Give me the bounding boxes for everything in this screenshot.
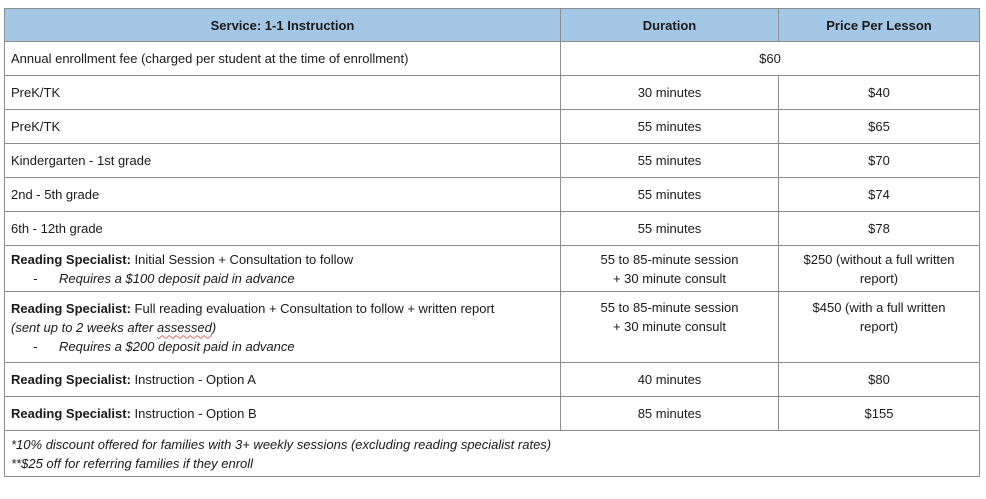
specialist-label: Reading Specialist: xyxy=(11,372,131,387)
specialist-text: Initial Session + Consultation to follow xyxy=(130,251,354,267)
deposit-note: Requires a $100 deposit paid in advance xyxy=(59,270,295,286)
specialist-label: Reading Specialist: xyxy=(11,406,131,421)
specialist-label: Reading Specialist: xyxy=(11,251,131,267)
row-duration: 55 minutes xyxy=(561,178,779,212)
report-timing-underlined: assessed xyxy=(156,319,212,335)
table-row xyxy=(5,76,980,110)
row-service xyxy=(5,246,561,292)
footnote-row xyxy=(5,431,980,477)
row-service xyxy=(5,292,561,363)
row-price: $78 xyxy=(779,212,980,246)
specialist-initial-row xyxy=(5,246,980,292)
row-price xyxy=(779,246,980,292)
table-row xyxy=(5,144,980,178)
row-duration: 55 minutes xyxy=(561,110,779,144)
specialist-label: Reading Specialist: xyxy=(11,300,131,316)
row-price xyxy=(779,292,980,363)
row-price: $70 xyxy=(779,144,980,178)
duration-line: + 30 minute consult xyxy=(612,319,727,334)
footnote-discount: *10% discount offered for families with 3+ weekly sessions (excluding reading specialist rates) xyxy=(11,436,552,452)
footnote-referral: **$25 off for referring families if they enroll xyxy=(11,455,254,471)
bullet-dash: - xyxy=(33,270,38,286)
table-row xyxy=(5,178,980,212)
pricing-table xyxy=(4,8,980,477)
specialist-text: Instruction - Option B xyxy=(130,406,257,421)
header-price: Price Per Lesson xyxy=(779,9,980,42)
price-line: report) xyxy=(859,319,899,334)
header-service: Service: 1-1 Instruction xyxy=(5,9,561,42)
row-service xyxy=(5,363,561,397)
row-service: 2nd - 5th grade xyxy=(5,178,561,212)
table-row xyxy=(5,212,980,246)
row-duration: 55 minutes xyxy=(561,144,779,178)
duration-line: + 30 minute consult xyxy=(612,270,727,286)
enrollment-row xyxy=(5,42,980,76)
price-line: report) xyxy=(859,270,899,286)
enrollment-label: Annual enrollment fee (charged per student at the time of enrollment) xyxy=(5,42,561,76)
row-duration xyxy=(561,292,779,363)
row-price: $80 xyxy=(779,363,980,397)
specialist-option-b-row xyxy=(5,397,980,431)
report-timing-post: ) xyxy=(211,319,217,335)
price-line: $450 (with a full written xyxy=(812,300,946,315)
report-timing-pre: (sent up to 2 weeks after xyxy=(11,319,157,335)
specialist-text: Instruction - Option A xyxy=(130,372,256,387)
row-price: $155 xyxy=(779,397,980,431)
duration-line: 55 to 85-minute session xyxy=(600,251,739,267)
row-duration: 85 minutes xyxy=(561,397,779,431)
header-row xyxy=(5,9,980,42)
row-service: PreK/TK xyxy=(5,110,561,144)
footnotes xyxy=(5,431,980,477)
deposit-note: Requires a $200 deposit paid in advance xyxy=(59,338,295,354)
specialist-text: Full reading evaluation + Consultation to follow + written report xyxy=(130,300,495,316)
specialist-evaluation-row xyxy=(5,292,980,363)
row-price: $40 xyxy=(779,76,980,110)
row-duration xyxy=(561,246,779,292)
row-service: Kindergarten - 1st grade xyxy=(5,144,561,178)
row-price: $65 xyxy=(779,110,980,144)
price-line: $250 (without a full written xyxy=(803,251,955,267)
row-duration: 40 minutes xyxy=(561,363,779,397)
row-price: $74 xyxy=(779,178,980,212)
row-duration: 55 minutes xyxy=(561,212,779,246)
table-row xyxy=(5,110,980,144)
row-service xyxy=(5,397,561,431)
row-service: PreK/TK xyxy=(5,76,561,110)
bullet-dash: - xyxy=(33,338,38,354)
specialist-option-a-row xyxy=(5,363,980,397)
duration-line: 55 to 85-minute session xyxy=(600,300,739,315)
enrollment-price: $60 xyxy=(561,42,980,76)
row-service: 6th - 12th grade xyxy=(5,212,561,246)
row-duration: 30 minutes xyxy=(561,76,779,110)
header-duration: Duration xyxy=(561,9,779,42)
